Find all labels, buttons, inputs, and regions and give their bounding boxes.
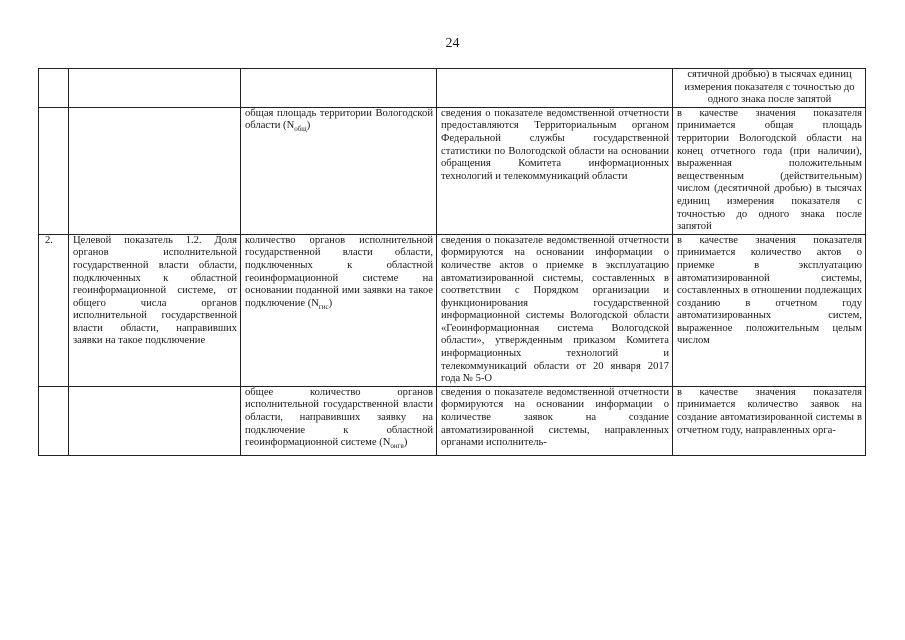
cell-method: сятичной дробью) в тысячах единиц измерения показателя с точностью до одного знака после запятой xyxy=(673,69,866,108)
cell-parameter xyxy=(241,107,437,234)
parameter-subscript: онгв xyxy=(390,442,404,451)
page-number: 24 xyxy=(445,36,460,51)
cell-parameter xyxy=(241,234,437,386)
parameter-text-end: ) xyxy=(306,120,311,132)
cell-source xyxy=(437,69,673,108)
source-text: сведения о показателе ведомственной отчетности формируются на основании информации о количестве заявок на создание автоматизированной системы, направленных органами исполнитель- xyxy=(441,386,669,449)
method-text: в качестве значения показателя принимается количество заявок на создание автоматизированной системы в отчетном году, направленных орга- xyxy=(677,386,862,436)
cell-indicator: Целевой показатель 1.2. Доля органов исполнительной государственной власти области, подключенных к областной геоинформационной системе, от общего числа органов исполнительной государственной власти области, направивших заявки на такое подключение xyxy=(69,234,241,386)
cell-indicator xyxy=(69,386,241,455)
parameter-text-end: ) xyxy=(403,437,408,449)
cell-method: в качестве значения показателя принимается общая площадь территории Вологодской области на конец отчетного года (при наличии), выраженная положительным вещественным (действительным) числом (десятичной дробью) в тысячах единиц измерения показателя с точностью до одного знака после запятой xyxy=(673,107,866,234)
parameter-subscript: общ xyxy=(294,125,307,134)
parameter-text-end: ) xyxy=(328,297,333,309)
cell-number xyxy=(39,69,69,108)
cell-method xyxy=(673,386,866,455)
parameter-text: общая площадь территории Вологодской области (N xyxy=(245,107,433,132)
cell-source: сведения о показателе ведомственной отчетности формируются на основании информации о количестве актов о приемке в эксплуатацию автоматизированной системы, составленных в соответствии с Порядком организации и функционирования государственной информационной системы Вологодской области «Геоинформационная система Вологодской области», утвержденным приказом Комитета информационных технологий и телекоммуникаций области от 20 января 2017 года № 5-О xyxy=(437,234,673,386)
cell-number: 2. xyxy=(39,234,69,386)
cell-indicator xyxy=(69,69,241,108)
cell-parameter xyxy=(241,386,437,455)
table-row xyxy=(39,386,866,455)
cell-source xyxy=(437,386,673,455)
cell-number xyxy=(39,386,69,455)
parameter-text: общее количество органов исполнительной государственной власти области, направивших заявку на подключение к областной геоинформационной системе (N xyxy=(245,386,433,449)
indicators-table xyxy=(38,68,866,456)
table-row xyxy=(39,234,866,386)
cell-indicator xyxy=(69,107,241,234)
cell-parameter xyxy=(241,69,437,108)
parameter-subscript: гис xyxy=(318,302,329,311)
cell-method: в качестве значения показателя принимается количество актов о приемке в эксплуатацию автоматизированной системы, составленных в отношении подлежащих созданию в отчетном году автоматизированных систем, выраженное положительным целым числом xyxy=(673,234,866,386)
cell-number xyxy=(39,107,69,234)
parameter-text: количество органов исполнительной государственной власти области, подключенных к областной геоинформационной системе на основании поданной ими заявки на такое подключение (N xyxy=(245,234,433,309)
cell-source: сведения о показателе ведомственной отчетности предоставляются Территориальным органом Федеральной службы государственной статистики по Вологодской области на основании обращения Комитета информационных технологий и телекоммуникаций области xyxy=(437,107,673,234)
table-row xyxy=(39,69,866,108)
table-row xyxy=(39,107,866,234)
